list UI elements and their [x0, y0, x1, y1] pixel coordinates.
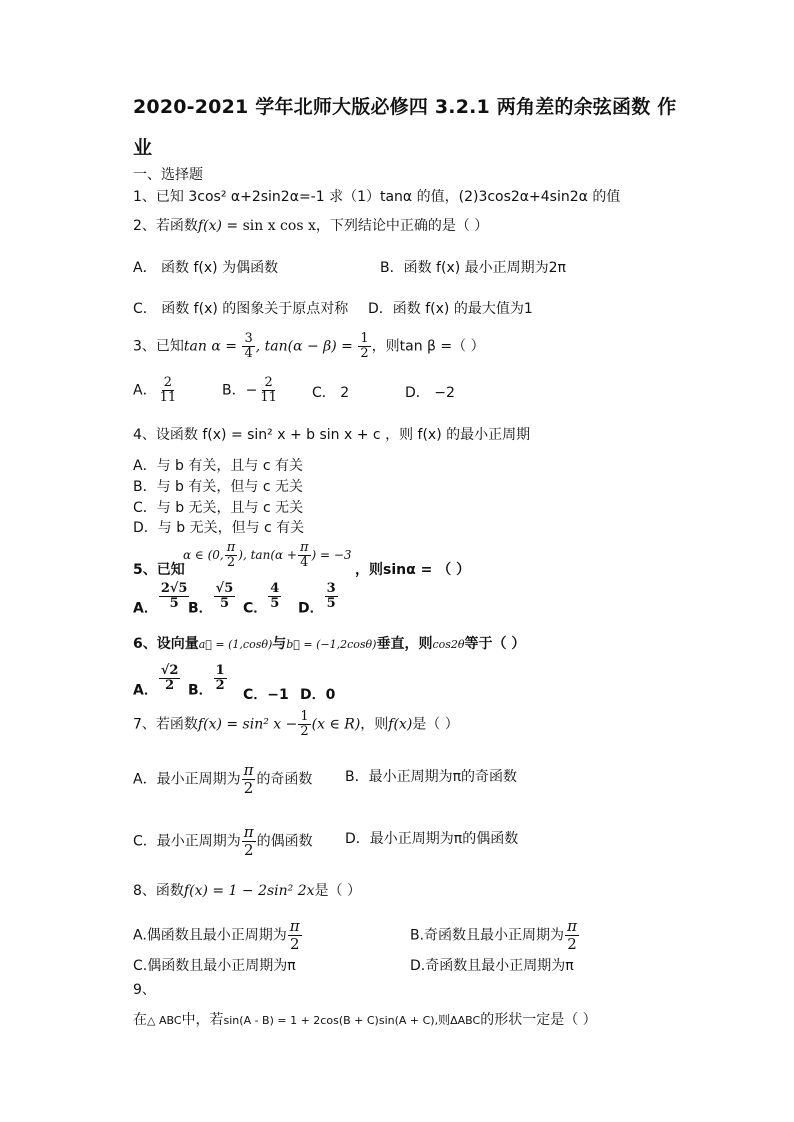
q4-option-b: B．与 b 有关，但与 c 无关: [133, 479, 303, 495]
q6-option-a: [133, 664, 181, 700]
q2-suffix: ，下列结论中正确的是（ ）: [315, 218, 489, 234]
question-1: 1、已知 3cos² α+2sin2α=-1 求（1）tanα 的值，(2)3cos2α+4sin2α 的值: [133, 189, 621, 205]
q5-cond-c: ) = −3: [311, 548, 352, 562]
q6-mid2: 垂直，则: [376, 636, 433, 652]
q5-b-num: √5: [215, 581, 234, 596]
question-9: [133, 1011, 597, 1030]
q7-mid: ，则: [360, 716, 389, 733]
question-6: [133, 635, 525, 654]
q2-option-c: C． 函数 f(x) 的图象关于原点对称: [133, 301, 349, 317]
q3-a-num: 2: [163, 375, 172, 390]
q3-b-den: 11: [260, 390, 277, 405]
q9-a: 在: [133, 1012, 147, 1028]
q9-b: 中，若: [181, 1012, 224, 1028]
q5-a-num: 2√5: [160, 581, 188, 596]
q5-a-den: 5: [169, 596, 179, 611]
q2-fx: f(x): [197, 218, 222, 234]
q5-d-num: 3: [326, 581, 336, 596]
question-2: [133, 217, 488, 235]
q5-a-label: A．: [133, 600, 158, 617]
q5-option-a: [133, 582, 190, 618]
q3-frac1-num: 3: [244, 331, 253, 346]
q8-suffix: 是（ ）: [314, 883, 361, 899]
q8-option-b: [410, 918, 580, 953]
q9-equation: sin(A - B) = 1 + 2cos(B + C)sin(A + C),: [223, 1014, 439, 1027]
q2-option-b: B．函数 f(x) 最小正周期为2π: [380, 260, 566, 276]
q3-tan-alpha: tan α =: [183, 338, 242, 355]
q4-option-c: C．与 b 无关，且与 c 无关: [133, 500, 304, 516]
q9-triangle-2: ΔABC: [450, 1014, 481, 1027]
q7-c-tail: 的偶函数: [256, 833, 313, 850]
q7-option-d: D．最小正周期为π的偶函数: [345, 831, 519, 847]
q4-option-a: A．与 b 有关，且与 c 有关: [133, 458, 303, 474]
question-9-number: 9、: [133, 982, 156, 998]
q8-a-text: A.偶函数且最小正周期为: [133, 927, 287, 944]
q5-option-c: [243, 582, 282, 618]
q6-b-num: 1: [215, 663, 225, 678]
q5-c-den: 5: [270, 596, 280, 611]
q5-d-den: 5: [326, 596, 336, 611]
q3-option-c: C． 2: [312, 385, 350, 401]
q5-c-num: 4: [270, 581, 280, 596]
q8-b-text: B.奇函数且最小正周期为: [410, 927, 565, 944]
q7-a-tail: 的奇函数: [256, 771, 313, 788]
q7-eq-b: (x ∈ R): [311, 716, 361, 733]
q6-a-num: √2: [160, 663, 179, 678]
q8-a-pi: π: [289, 917, 300, 935]
q5-prefix: 5、已知: [133, 562, 185, 578]
page-title: 2020-2021 学年北师大版必修四 3.2.1 两角差的余弦函数 作: [133, 96, 677, 118]
q5-c-label: C．: [243, 600, 268, 617]
q3-suffix: ，则tan β =（ ）: [371, 338, 485, 355]
question-8: [133, 882, 361, 900]
q5-pi-2: π: [299, 540, 309, 555]
q6-vector-b: b⃗ = (−1,2cosθ): [286, 638, 377, 651]
q6-a-den: 2: [165, 678, 175, 693]
q2-option-a: A． 函数 f(x) 为偶函数: [133, 260, 279, 276]
q3-b-label: B．−: [222, 382, 258, 399]
q6-option-c: C．−1: [243, 687, 289, 703]
q8-option-a: [133, 918, 303, 953]
q5-b-den: 5: [219, 596, 229, 611]
q9-triangle: △ ABC: [147, 1014, 182, 1027]
q8-prefix: 8、函数: [133, 883, 184, 899]
q7-c-text: C．最小正周期为: [133, 833, 241, 850]
q6-option-b: [188, 664, 228, 700]
q5-option-d: [298, 582, 339, 618]
q7-a-pi: π: [243, 761, 254, 779]
q8-b-two: 2: [567, 935, 577, 953]
q2-prefix: 2、若函数: [133, 218, 198, 234]
q3-option-a: [133, 376, 179, 405]
q7-option-b: B．最小正周期为π的奇函数: [345, 769, 518, 785]
q6-mid: 与: [272, 636, 287, 652]
q9-d: 的形状一定是（ ）: [480, 1012, 597, 1028]
q8-b-pi: π: [567, 917, 577, 935]
q3-frac2-num: 1: [360, 331, 369, 346]
question-4: 4、设函数 f(x) = sin² x + b sin x + c ，则 f(x) 的最小正周期: [133, 427, 531, 443]
q2-option-d: D．函数 f(x) 的最大值为1: [368, 301, 533, 317]
q5-two: 2: [226, 555, 236, 570]
q8-option-d: D.奇函数且最小正周期为π: [410, 958, 574, 974]
q6-option-d: D．0: [300, 687, 336, 703]
q7-c-pi: π: [243, 823, 254, 841]
q5-b-label: B．: [188, 600, 213, 617]
q6-a-label: A．: [133, 682, 158, 699]
q3-tan-diff: , tan(α − β) =: [255, 338, 358, 355]
q6-cos2theta: cos2θ: [432, 638, 465, 651]
q5-ask: ，则sinα = （ ）: [355, 562, 471, 578]
question-7: [133, 710, 459, 739]
q3-a-label: A．: [133, 382, 157, 399]
q3-frac1-den: 4: [244, 346, 253, 361]
q7-den: 2: [300, 724, 309, 739]
q6-b-label: B．: [188, 682, 213, 699]
q7-option-c: [133, 824, 313, 859]
q5-four: 4: [300, 555, 309, 570]
q7-fx: f(x): [388, 716, 413, 733]
q7-c-two: 2: [243, 841, 254, 859]
q7-prefix: 7、若函数: [133, 716, 198, 733]
q3-prefix: 3、已知: [133, 338, 184, 355]
q7-eq-a: f(x) = sin² x −: [197, 716, 298, 733]
q7-suffix: 是（ ）: [412, 716, 459, 733]
q5-pi: π: [226, 540, 236, 555]
q8-option-c: C.偶函数且最小正周期为π: [133, 958, 296, 974]
page-title-continued: 业: [133, 137, 153, 159]
q4-option-d: D．与 b 无关，但与 c 有关: [133, 520, 305, 536]
q8-equation: f(x) = 1 − 2sin² 2x: [183, 883, 315, 899]
q6-prefix: 6、设向量: [133, 636, 199, 652]
q3-frac2-den: 2: [360, 346, 369, 361]
q7-option-a: [133, 762, 312, 797]
q5-condition: [183, 541, 352, 570]
q6-suffix: 等于（ ）: [464, 636, 526, 652]
q9-c: 则: [438, 1013, 451, 1027]
q5-cond-b: ), tan(α +: [238, 548, 297, 562]
q8-a-two: 2: [289, 935, 300, 953]
q6-vector-a: a⃗ = (1,cosθ): [198, 638, 273, 651]
q3-option-d: D． −2: [405, 385, 455, 401]
question-3: [133, 332, 485, 361]
q3-a-den: 11: [159, 390, 177, 405]
q7-num: 1: [300, 709, 309, 724]
q6-b-den: 2: [215, 678, 225, 693]
q3-b-num: 2: [264, 375, 273, 390]
q3-option-b: [222, 376, 280, 405]
q2-equation: = sin x cos x: [221, 218, 316, 234]
q5-cond-a: α ∈ (0,: [183, 548, 224, 562]
q7-a-two: 2: [243, 779, 254, 797]
q5-option-b: [188, 582, 236, 618]
q7-a-text: A．最小正周期为: [133, 771, 241, 788]
q5-d-label: D．: [298, 600, 324, 617]
section-heading: 一、选择题: [133, 167, 203, 183]
